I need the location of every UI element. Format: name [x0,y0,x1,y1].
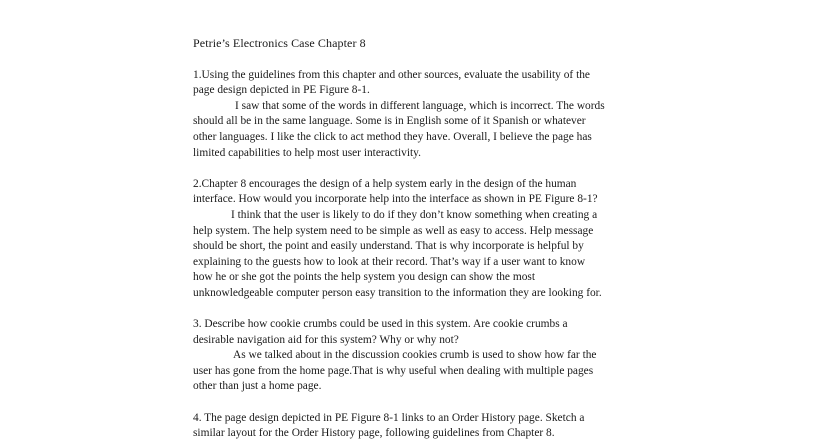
answer-3-line-2: user has gone from the home page.That is why useful when dealing with multiple pages [193,364,594,377]
answer-1-line-3: other languages. I like the click to act method they have. Overall, I believe the page has [193,130,592,143]
answer-3-line-1: As we talked about in the discussion cookies crumb is used to show how far the [233,349,597,362]
answer-2-line-2: help system. The help system need to be simple as well as easy to access. Help message [193,224,594,237]
question-3-line-2: desirable navigation aid for this system? Why or why not? [193,333,459,346]
question-2-line-2: interface. How would you incorporate help into the interface as shown in PE Figure 8-1? [193,193,598,206]
document-page [193,36,633,442]
question-3-line-1: 3. Describe how cookie crumbs could be used in this system. Are cookie crumbs a [193,318,568,331]
question-4-line-1: 4. The page design depicted in PE Figure 8-1 links to an Order History page. Sketch a [193,411,585,424]
section-3 [193,317,633,395]
page-title: Petrie’s Electronics Case Chapter 8 [193,36,366,50]
answer-2-line-3: should be short, the point and easily understand. That is why incorporate is helpful by [193,240,584,253]
answer-2-line-6: unknowledgeable computer person easy transition to the information they are looking for. [193,286,602,299]
answer-3-line-3: other than just a home page. [193,380,322,393]
question-1-line-1: 1.Using the guidelines from this chapter and other sources, evaluate the usability of the [193,68,590,81]
answer-2-line-4: explaining to the guests how to look at their record. That’s way if a user want to know [193,255,586,268]
question-2-line-1: 2.Chapter 8 encourages the design of a help system early in the design of the human [193,177,577,190]
paragraph-gap [193,302,633,318]
question-4-line-2: similar layout for the Order History page, following guidelines from Chapter 8. [193,427,555,440]
answer-1-line-2: should all be in the same language. Some is in English some of it Spanish or whatever [193,115,586,128]
section-1 [193,68,633,162]
paragraph-gap [193,161,633,177]
section-4 [193,411,633,442]
section-2 [193,177,633,302]
answer-1-line-4: limited capabilities to help most user interactivity. [193,146,421,159]
answer-2-line-1: I think that the user is likely to do if they don’t know something when creating a [231,208,598,221]
paragraph-gap [193,395,633,411]
answer-2-line-5: how he or she got the points the help system you design can show the most [193,271,535,284]
question-1-line-2: page design depicted in PE Figure 8-1. [193,84,370,97]
answer-1-line-1: I saw that some of the words in different language, which is incorrect. The words [235,99,605,112]
